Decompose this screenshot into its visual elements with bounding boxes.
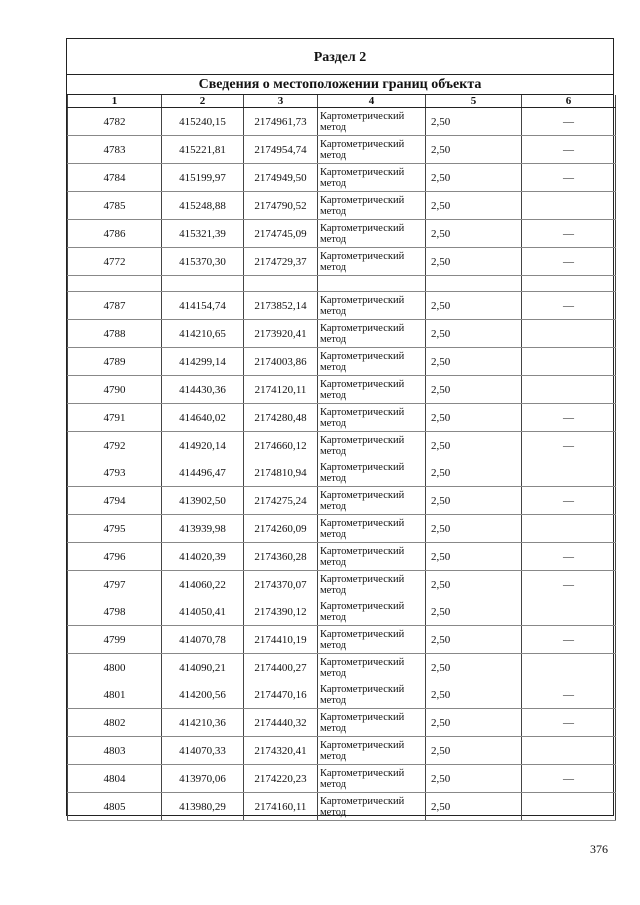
accuracy-cell: 2,50 [426,248,522,276]
description-cell [522,737,616,765]
x-coordinate-cell: 414299,14 [162,348,244,376]
x-coordinate-cell: 415240,15 [162,108,244,136]
x-coordinate-cell: 414210,65 [162,320,244,348]
x-coordinate-cell: 414060,22 [162,571,244,599]
description-cell [522,192,616,220]
method-cell: Картометрический метод [318,654,426,682]
point-number-cell: 4800 [68,654,162,682]
y-coordinate-cell: 2174810,94 [244,459,318,487]
y-coordinate-cell: 2174120,11 [244,376,318,404]
method-cell: Картометрический метод [318,515,426,543]
description-cell: — [522,404,616,432]
description-cell: — [522,136,616,164]
x-coordinate-cell: 414200,56 [162,681,244,709]
description-cell: — [522,487,616,515]
table-row [68,571,616,599]
empty-cell [68,276,162,292]
y-coordinate-cell: 2173920,41 [244,320,318,348]
point-number-cell: 4788 [68,320,162,348]
column-number: 2 [162,95,244,108]
x-coordinate-cell: 414430,36 [162,376,244,404]
table-row [68,108,616,136]
empty-cell [318,276,426,292]
table-row [68,487,616,515]
method-cell: Картометрический метод [318,626,426,654]
method-cell: Картометрический метод [318,164,426,192]
accuracy-cell: 2,50 [426,164,522,192]
column-number: 1 [68,95,162,108]
accuracy-cell: 2,50 [426,709,522,737]
table-row [68,248,616,276]
table-row [68,543,616,571]
point-number-cell: 4789 [68,348,162,376]
method-cell: Картометрический метод [318,765,426,793]
y-coordinate-cell: 2174320,41 [244,737,318,765]
point-number-cell: 4792 [68,432,162,460]
y-coordinate-cell: 2174003,86 [244,348,318,376]
table-row [68,459,616,487]
x-coordinate-cell: 414154,74 [162,292,244,320]
x-coordinate-cell: 413939,98 [162,515,244,543]
coordinates-table [67,95,616,821]
table-row [68,626,616,654]
point-number-cell: 4795 [68,515,162,543]
point-number-cell: 4790 [68,376,162,404]
description-cell: — [522,292,616,320]
table-row [68,737,616,765]
y-coordinate-cell: 2174370,07 [244,571,318,599]
table-row [68,709,616,737]
y-coordinate-cell: 2174260,09 [244,515,318,543]
accuracy-cell: 2,50 [426,108,522,136]
point-number-cell: 4797 [68,571,162,599]
description-cell: — [522,164,616,192]
y-coordinate-cell: 2174961,73 [244,108,318,136]
x-coordinate-cell: 415221,81 [162,136,244,164]
y-coordinate-cell: 2174280,48 [244,404,318,432]
y-coordinate-cell: 2174160,11 [244,793,318,821]
y-coordinate-cell: 2174390,12 [244,598,318,626]
description-cell: — [522,765,616,793]
x-coordinate-cell: 413902,50 [162,487,244,515]
method-cell: Картометрический метод [318,136,426,164]
y-coordinate-cell: 2173852,14 [244,292,318,320]
description-cell: — [522,432,616,460]
x-coordinate-cell: 414640,02 [162,404,244,432]
accuracy-cell: 2,50 [426,320,522,348]
point-number-cell: 4783 [68,136,162,164]
column-numbers-row [68,95,616,108]
table-body [68,95,616,821]
y-coordinate-cell: 2174949,50 [244,164,318,192]
table-row [68,292,616,320]
description-cell: — [522,571,616,599]
method-cell: Картометрический метод [318,376,426,404]
x-coordinate-cell: 414050,41 [162,598,244,626]
method-cell: Картометрический метод [318,709,426,737]
description-cell [522,654,616,682]
accuracy-cell: 2,50 [426,598,522,626]
accuracy-cell: 2,50 [426,543,522,571]
method-cell: Картометрический метод [318,681,426,709]
description-cell [522,459,616,487]
empty-cell [426,276,522,292]
y-coordinate-cell: 2174745,09 [244,220,318,248]
method-cell: Картометрический метод [318,220,426,248]
section-subtitle: Сведения о местоположении границ объекта [67,75,613,95]
method-cell: Картометрический метод [318,487,426,515]
method-cell: Картометрический метод [318,543,426,571]
empty-cell [244,276,318,292]
method-cell: Картометрический метод [318,248,426,276]
point-number-cell: 4785 [68,192,162,220]
table-row [68,220,616,248]
method-cell: Картометрический метод [318,192,426,220]
table-row [68,598,616,626]
section-title: Раздел 2 [67,39,613,75]
x-coordinate-cell: 415321,39 [162,220,244,248]
y-coordinate-cell: 2174440,32 [244,709,318,737]
method-cell: Картометрический метод [318,348,426,376]
x-coordinate-cell: 414090,21 [162,654,244,682]
y-coordinate-cell: 2174470,16 [244,681,318,709]
y-coordinate-cell: 2174275,24 [244,487,318,515]
description-cell: — [522,681,616,709]
accuracy-cell: 2,50 [426,136,522,164]
point-number-cell: 4798 [68,598,162,626]
description-cell: — [522,626,616,654]
y-coordinate-cell: 2174410,19 [244,626,318,654]
accuracy-cell: 2,50 [426,220,522,248]
accuracy-cell: 2,50 [426,404,522,432]
x-coordinate-cell: 414070,33 [162,737,244,765]
method-cell: Картометрический метод [318,571,426,599]
point-number-cell: 4801 [68,681,162,709]
y-coordinate-cell: 2174220,23 [244,765,318,793]
y-coordinate-cell: 2174790,52 [244,192,318,220]
y-coordinate-cell: 2174729,37 [244,248,318,276]
point-number-cell: 4803 [68,737,162,765]
description-cell [522,376,616,404]
method-cell: Картометрический метод [318,432,426,460]
accuracy-cell: 2,50 [426,348,522,376]
accuracy-cell: 2,50 [426,765,522,793]
point-number-cell: 4787 [68,292,162,320]
point-number-cell: 4786 [68,220,162,248]
description-cell: — [522,108,616,136]
accuracy-cell: 2,50 [426,571,522,599]
table-row [68,515,616,543]
empty-cell [522,276,616,292]
method-cell: Картометрический метод [318,459,426,487]
description-cell: — [522,543,616,571]
table-row [68,192,616,220]
point-number-cell: 4799 [68,626,162,654]
method-cell: Картометрический метод [318,108,426,136]
table-row [68,348,616,376]
empty-cell [162,276,244,292]
page-number: 376 [590,842,608,856]
column-number: 4 [318,95,426,108]
description-cell: — [522,709,616,737]
method-cell: Картометрический метод [318,737,426,765]
table-row [68,376,616,404]
x-coordinate-cell: 413980,29 [162,793,244,821]
x-coordinate-cell: 414020,39 [162,543,244,571]
point-number-cell: 4791 [68,404,162,432]
accuracy-cell: 2,50 [426,793,522,821]
table-row [68,432,616,460]
point-number-cell: 4802 [68,709,162,737]
table-row [68,136,616,164]
accuracy-cell: 2,50 [426,459,522,487]
table-row [68,654,616,682]
document-frame [66,38,614,816]
point-number-cell: 4772 [68,248,162,276]
column-number: 6 [522,95,616,108]
x-coordinate-cell: 413970,06 [162,765,244,793]
description-cell [522,515,616,543]
column-number: 3 [244,95,318,108]
table-row [68,793,616,821]
description-cell [522,598,616,626]
point-number-cell: 4794 [68,487,162,515]
method-cell: Картометрический метод [318,793,426,821]
x-coordinate-cell: 415199,97 [162,164,244,192]
accuracy-cell: 2,50 [426,681,522,709]
table-row [68,765,616,793]
x-coordinate-cell: 414496,47 [162,459,244,487]
accuracy-cell: 2,50 [426,432,522,460]
table-row [68,164,616,192]
description-cell: — [522,248,616,276]
accuracy-cell: 2,50 [426,376,522,404]
accuracy-cell: 2,50 [426,737,522,765]
x-coordinate-cell: 414920,14 [162,432,244,460]
group-separator-row [68,276,616,292]
method-cell: Картометрический метод [318,320,426,348]
point-number-cell: 4782 [68,108,162,136]
description-cell [522,793,616,821]
method-cell: Картометрический метод [318,598,426,626]
y-coordinate-cell: 2174360,28 [244,543,318,571]
description-cell [522,320,616,348]
accuracy-cell: 2,50 [426,292,522,320]
method-cell: Картометрический метод [318,404,426,432]
table-row [68,404,616,432]
accuracy-cell: 2,50 [426,654,522,682]
description-cell [522,348,616,376]
description-cell: — [522,220,616,248]
accuracy-cell: 2,50 [426,626,522,654]
point-number-cell: 4805 [68,793,162,821]
method-cell: Картометрический метод [318,292,426,320]
y-coordinate-cell: 2174660,12 [244,432,318,460]
y-coordinate-cell: 2174954,74 [244,136,318,164]
x-coordinate-cell: 415370,30 [162,248,244,276]
x-coordinate-cell: 414070,78 [162,626,244,654]
y-coordinate-cell: 2174400,27 [244,654,318,682]
point-number-cell: 4793 [68,459,162,487]
table-row [68,681,616,709]
point-number-cell: 4804 [68,765,162,793]
table-row [68,320,616,348]
accuracy-cell: 2,50 [426,515,522,543]
accuracy-cell: 2,50 [426,487,522,515]
x-coordinate-cell: 414210,36 [162,709,244,737]
point-number-cell: 4796 [68,543,162,571]
point-number-cell: 4784 [68,164,162,192]
accuracy-cell: 2,50 [426,192,522,220]
column-number: 5 [426,95,522,108]
x-coordinate-cell: 415248,88 [162,192,244,220]
